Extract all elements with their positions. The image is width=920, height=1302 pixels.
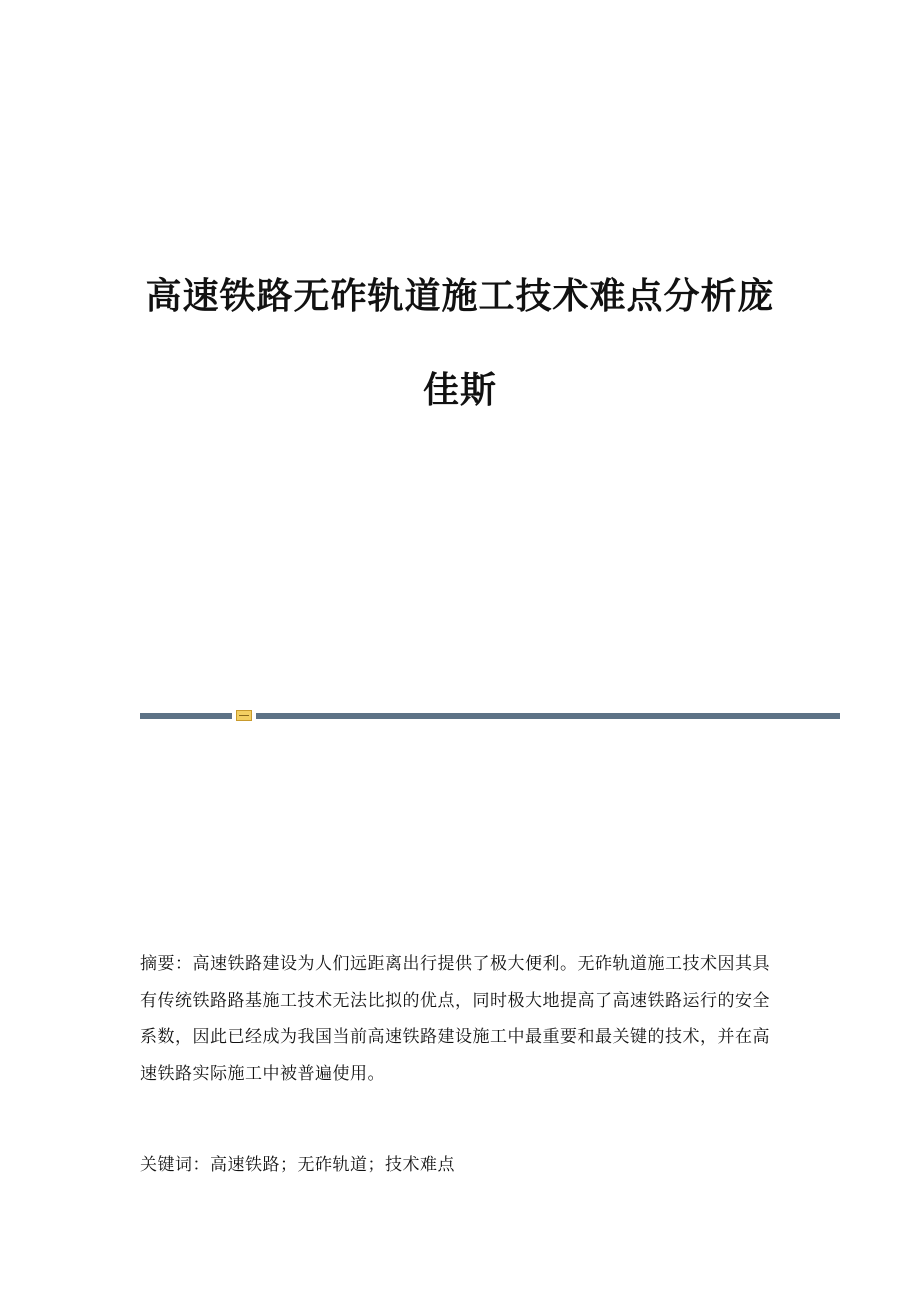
divider-bar-right bbox=[256, 713, 840, 719]
keywords-text: 高速铁路；无砟轨道；技术难点 bbox=[210, 1155, 455, 1175]
divider-bar-left bbox=[140, 713, 232, 719]
divider-ornament-icon bbox=[236, 710, 252, 721]
abstract-paragraph bbox=[140, 946, 780, 1092]
keywords-line bbox=[140, 1150, 780, 1180]
keywords-label: 关键词： bbox=[140, 1155, 210, 1175]
abstract-label: 摘要： bbox=[140, 954, 193, 974]
document-title-line-2: 佳斯 bbox=[422, 370, 497, 411]
abstract-text: 高速铁路建设为人们远距离出行提供了极大便利。无砟轨道施工技术因其具有传统铁路路基施工技术无法比拟的优点，同时极大地提高了高速铁路运行的安全系数，因此已经成为我国当前高速铁路建设施工中最重要和最关键的技术，并在高速铁路实际施工中被普遍使用。 bbox=[140, 954, 770, 1084]
document-title-line-1: 高速铁路无砟轨道施工技术难点分析庞 bbox=[145, 276, 775, 317]
section-divider bbox=[140, 711, 840, 719]
